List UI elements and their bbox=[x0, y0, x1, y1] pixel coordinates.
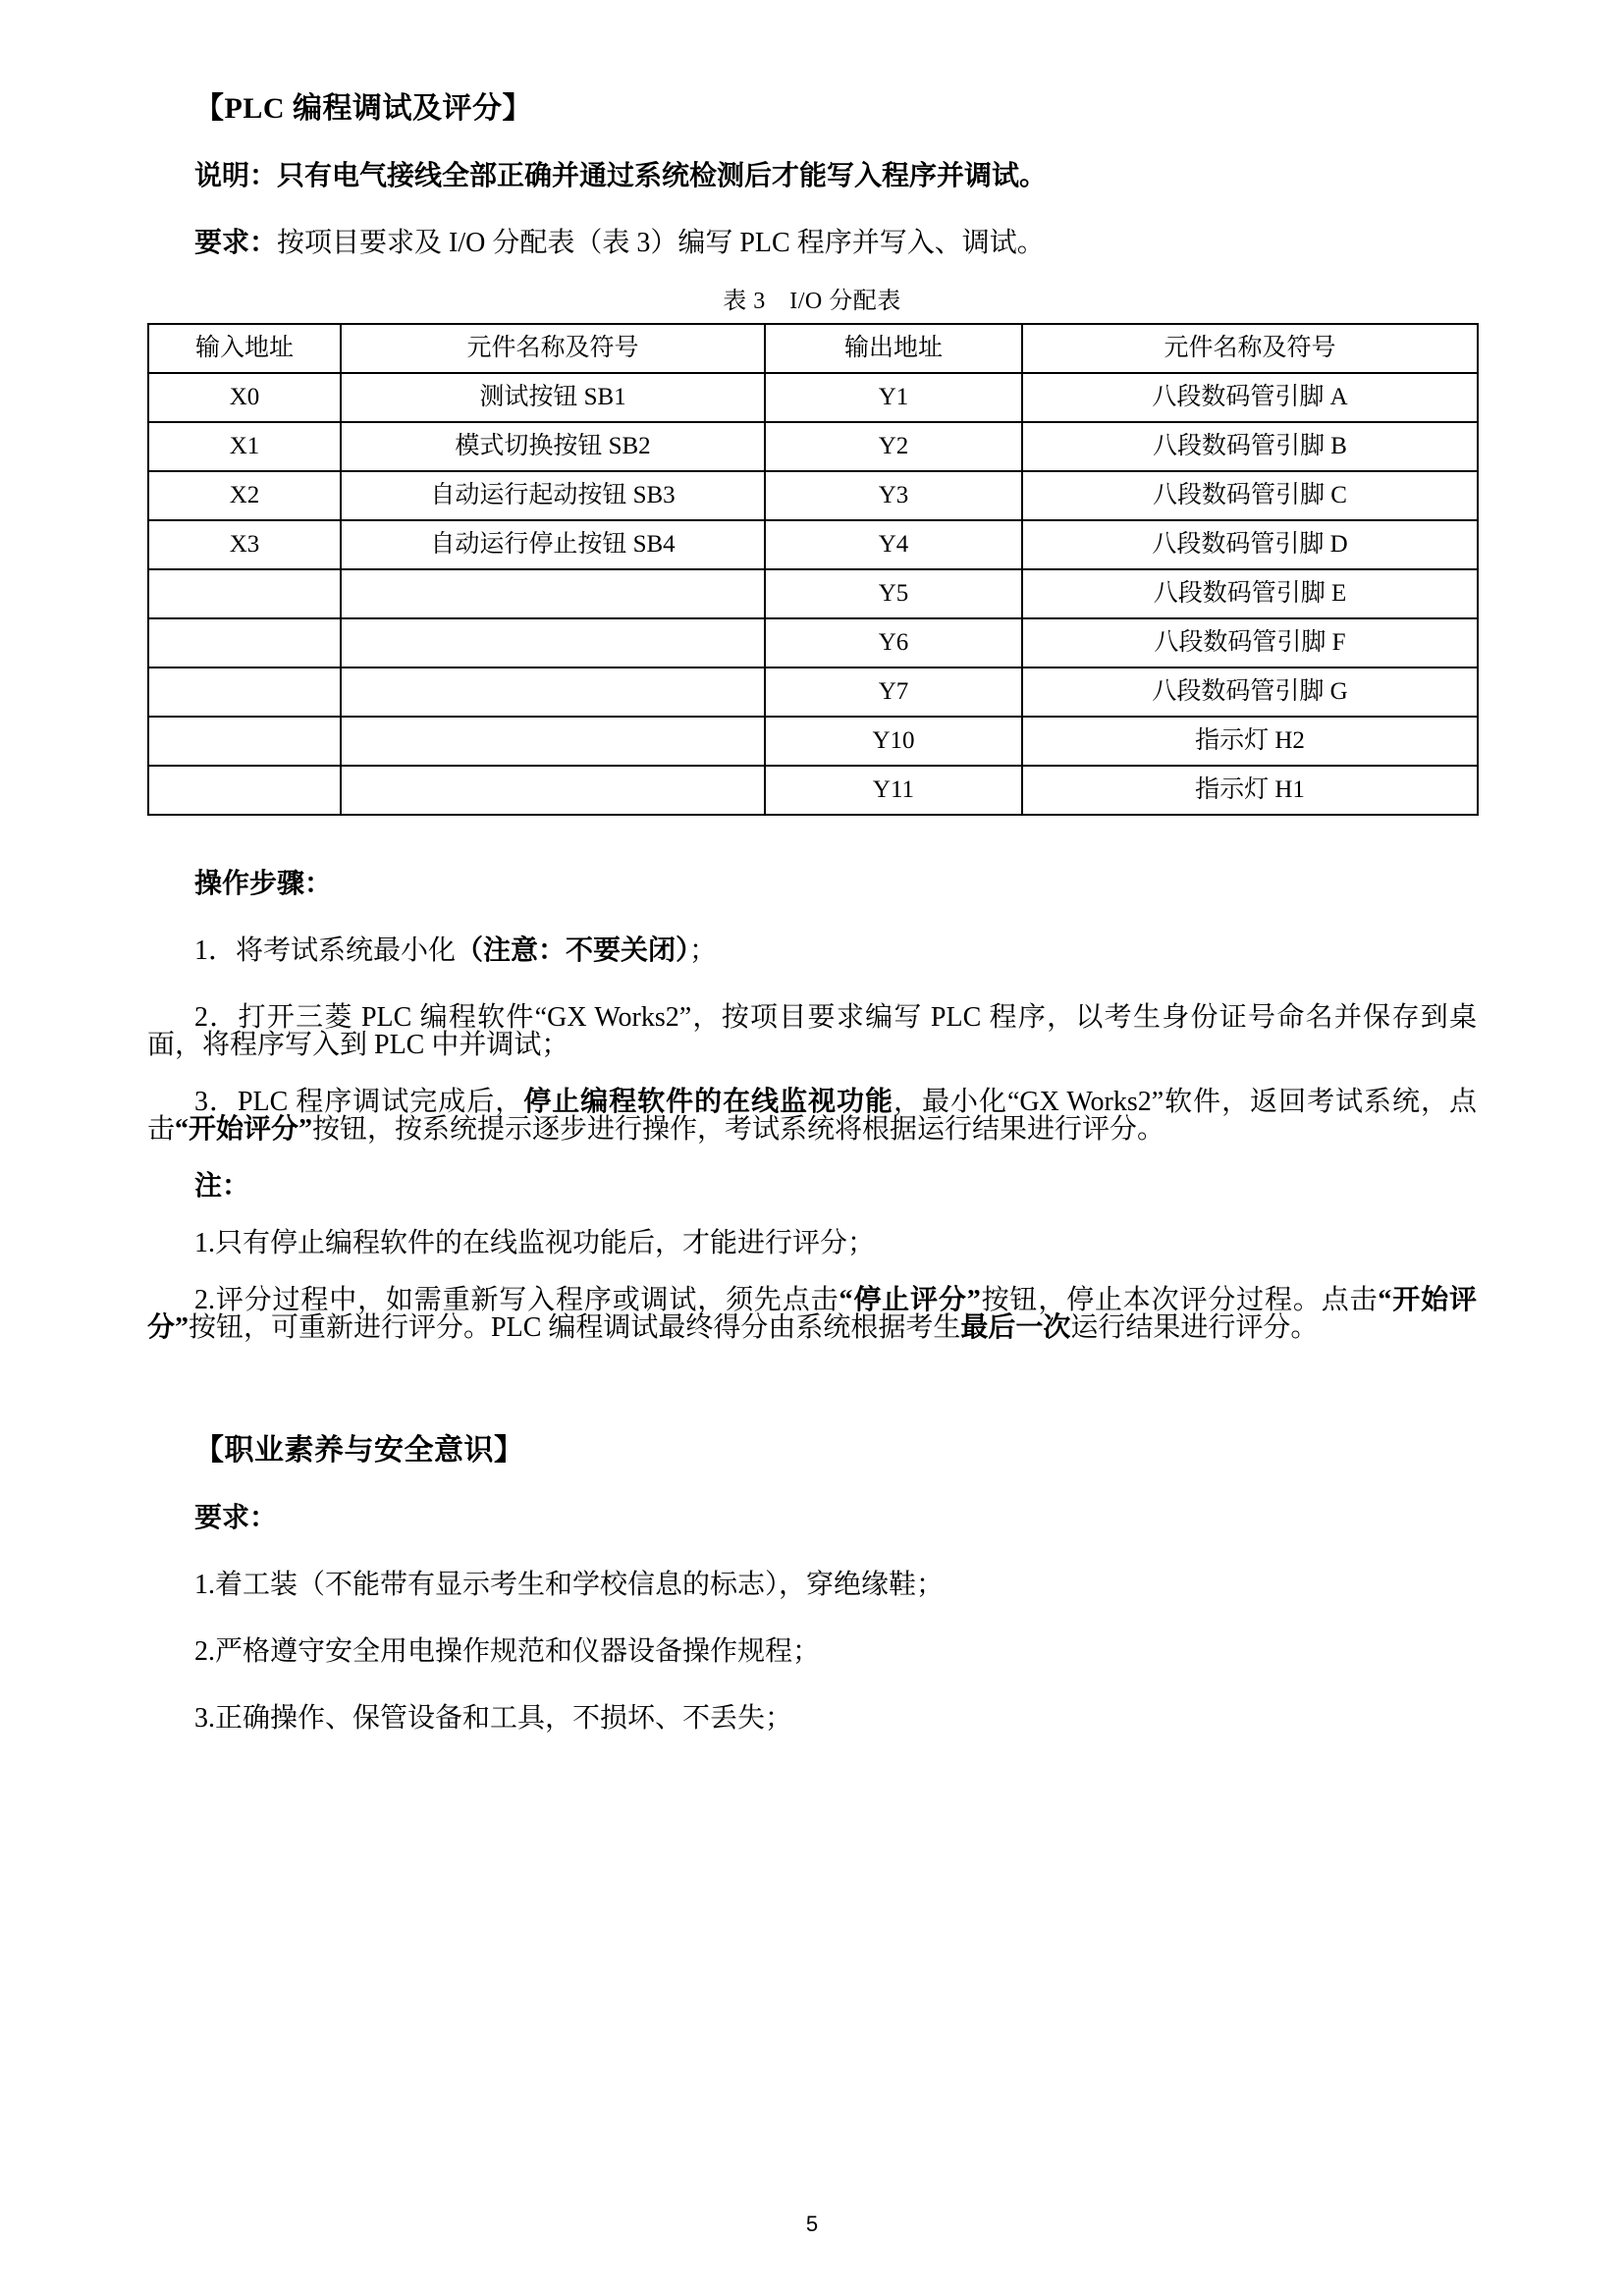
table-cell: 八段数码管引脚 D bbox=[1022, 520, 1478, 569]
table-cell bbox=[148, 618, 341, 667]
page-content bbox=[147, 94, 1477, 1733]
table-cell bbox=[148, 717, 341, 766]
table-cell: Y11 bbox=[765, 766, 1022, 815]
plc-note-item-1: 1.只有停止编程软件的在线监视功能后，才能进行评分； bbox=[194, 1228, 876, 1258]
note2-part4: 运行结果进行评分。 bbox=[1070, 1312, 1319, 1343]
table-row bbox=[148, 667, 1478, 717]
step1-prefix: 1．将考试系统最小化 bbox=[194, 935, 457, 966]
table-cell: 八段数码管引脚 B bbox=[1022, 422, 1478, 471]
table-cell bbox=[341, 569, 765, 618]
table-cell: 自动运行起动按钮 SB3 bbox=[341, 471, 765, 520]
note2-bold3: 最后一次 bbox=[960, 1312, 1071, 1343]
table-header-cell: 元件名称及符号 bbox=[1022, 324, 1478, 373]
table-cell: Y3 bbox=[765, 471, 1022, 520]
table-cell: 八段数码管引脚 E bbox=[1022, 569, 1478, 618]
table-cell: Y6 bbox=[765, 618, 1022, 667]
note2-bold1: “停止评分” bbox=[839, 1285, 981, 1315]
plc-note-text: 只有电气接线全部正确并通过系统检测后才能写入程序并调试。 bbox=[277, 161, 1048, 191]
table-header-cell: 输入地址 bbox=[148, 324, 341, 373]
table-cell bbox=[341, 667, 765, 717]
table-header-row bbox=[148, 324, 1478, 373]
table-cell: 指示灯 H1 bbox=[1022, 766, 1478, 815]
table-cell: 八段数码管引脚 F bbox=[1022, 618, 1478, 667]
operation-step-1 bbox=[194, 937, 1477, 965]
table-cell: 八段数码管引脚 A bbox=[1022, 373, 1478, 422]
quality-item-2: 2.严格遵守安全用电操作规范和仪器设备操作规程； bbox=[194, 1636, 821, 1667]
table-cell: Y5 bbox=[765, 569, 1022, 618]
quality-section-heading: 【职业素养与安全意识】 bbox=[194, 1434, 524, 1467]
table-cell: X3 bbox=[148, 520, 341, 569]
table-cell bbox=[341, 717, 765, 766]
quality-item-3: 3.正确操作、保管设备和工具，不损坏、不丢失； bbox=[194, 1703, 793, 1734]
table-row bbox=[148, 471, 1478, 520]
table-row bbox=[148, 422, 1478, 471]
note2-part2: 按钮，停止本次评分过程。点击 bbox=[980, 1285, 1379, 1315]
table-cell: Y10 bbox=[765, 717, 1022, 766]
note2-part3: 按钮，可重新进行评分。PLC 编程调试最终得分由系统根据考生 bbox=[189, 1312, 961, 1343]
table-row bbox=[148, 766, 1478, 815]
quality-item-1: 1.着工装（不能带有显示考生和学校信息的标志），穿绝缘鞋； bbox=[194, 1570, 945, 1600]
table-cell: Y4 bbox=[765, 520, 1022, 569]
table-cell: 自动运行停止按钮 SB4 bbox=[341, 520, 765, 569]
page-number: 5 bbox=[805, 2212, 819, 2236]
plc-requirement-text: 按项目要求及 I/O 分配表（表 3）编写 PLC 程序并写入、调试。 bbox=[277, 228, 1045, 258]
step1-bold: （注意：不要关闭） bbox=[456, 935, 690, 966]
table-cell: Y2 bbox=[765, 422, 1022, 471]
table-row bbox=[148, 520, 1478, 569]
table-cell bbox=[148, 569, 341, 618]
table-header-cell: 元件名称及符号 bbox=[341, 324, 765, 373]
table-row bbox=[148, 717, 1478, 766]
operation-step-3 bbox=[147, 1089, 1477, 1144]
table-cell: 八段数码管引脚 C bbox=[1022, 471, 1478, 520]
step1-suffix: ； bbox=[689, 935, 718, 966]
table-row bbox=[148, 618, 1478, 667]
note2-bold2: “开始评分” bbox=[147, 1285, 1477, 1343]
table-cell: 模式切换按钮 SB2 bbox=[341, 422, 765, 471]
table-cell bbox=[341, 766, 765, 815]
table-cell: 八段数码管引脚 G bbox=[1022, 667, 1478, 717]
table-cell: 指示灯 H2 bbox=[1022, 717, 1478, 766]
quality-requirement-label: 要求： bbox=[194, 1503, 278, 1533]
table-row bbox=[148, 373, 1478, 422]
step3-bold2: “开始评分” bbox=[175, 1114, 313, 1145]
step3-part1: 3．PLC 程序调试完成后， bbox=[194, 1087, 524, 1117]
notes-label: 注： bbox=[194, 1171, 250, 1201]
step3-bold1: 停止编程软件的在线监视功能 bbox=[523, 1087, 894, 1117]
operation-step-2: 2．打开三菱 PLC 编程软件“GX Works2”，按项目要求编写 PLC 程序，以考生身份证号命名并保存到桌面，将程序写入到 PLC 中并调试； bbox=[147, 1002, 1477, 1060]
table-cell bbox=[148, 667, 341, 717]
io-table-caption: 表 3 I/O 分配表 bbox=[723, 289, 901, 314]
io-allocation-table bbox=[147, 323, 1479, 816]
table-row bbox=[148, 569, 1478, 618]
step3-part3: 按钮，按系统提示逐步进行操作，考试系统将根据运行结果进行评分。 bbox=[312, 1114, 1165, 1145]
operation-steps-label: 操作步骤： bbox=[194, 869, 333, 899]
plc-section-heading: 【PLC 编程调试及评分】 bbox=[194, 92, 532, 125]
table-cell: 测试按钮 SB1 bbox=[341, 373, 765, 422]
table-cell bbox=[148, 766, 341, 815]
plc-requirement-paragraph bbox=[194, 230, 1477, 257]
table-cell: X1 bbox=[148, 422, 341, 471]
note2-part1: 2.评分过程中，如需重新写入程序或调试，须先点击 bbox=[194, 1285, 839, 1315]
table-cell: Y1 bbox=[765, 373, 1022, 422]
table-cell: Y7 bbox=[765, 667, 1022, 717]
table-header-cell: 输出地址 bbox=[765, 324, 1022, 373]
plc-note-paragraph bbox=[194, 163, 1477, 190]
table-cell: X2 bbox=[148, 471, 341, 520]
plc-note-label: 说明： bbox=[194, 161, 278, 191]
plc-requirement-label: 要求： bbox=[194, 228, 278, 258]
step3-part2: ，最小化“GX Works2”软件，返回考试系统，点击 bbox=[147, 1087, 1477, 1145]
plc-note-item-2 bbox=[147, 1287, 1477, 1342]
table-cell: X0 bbox=[148, 373, 341, 422]
table-cell bbox=[341, 618, 765, 667]
